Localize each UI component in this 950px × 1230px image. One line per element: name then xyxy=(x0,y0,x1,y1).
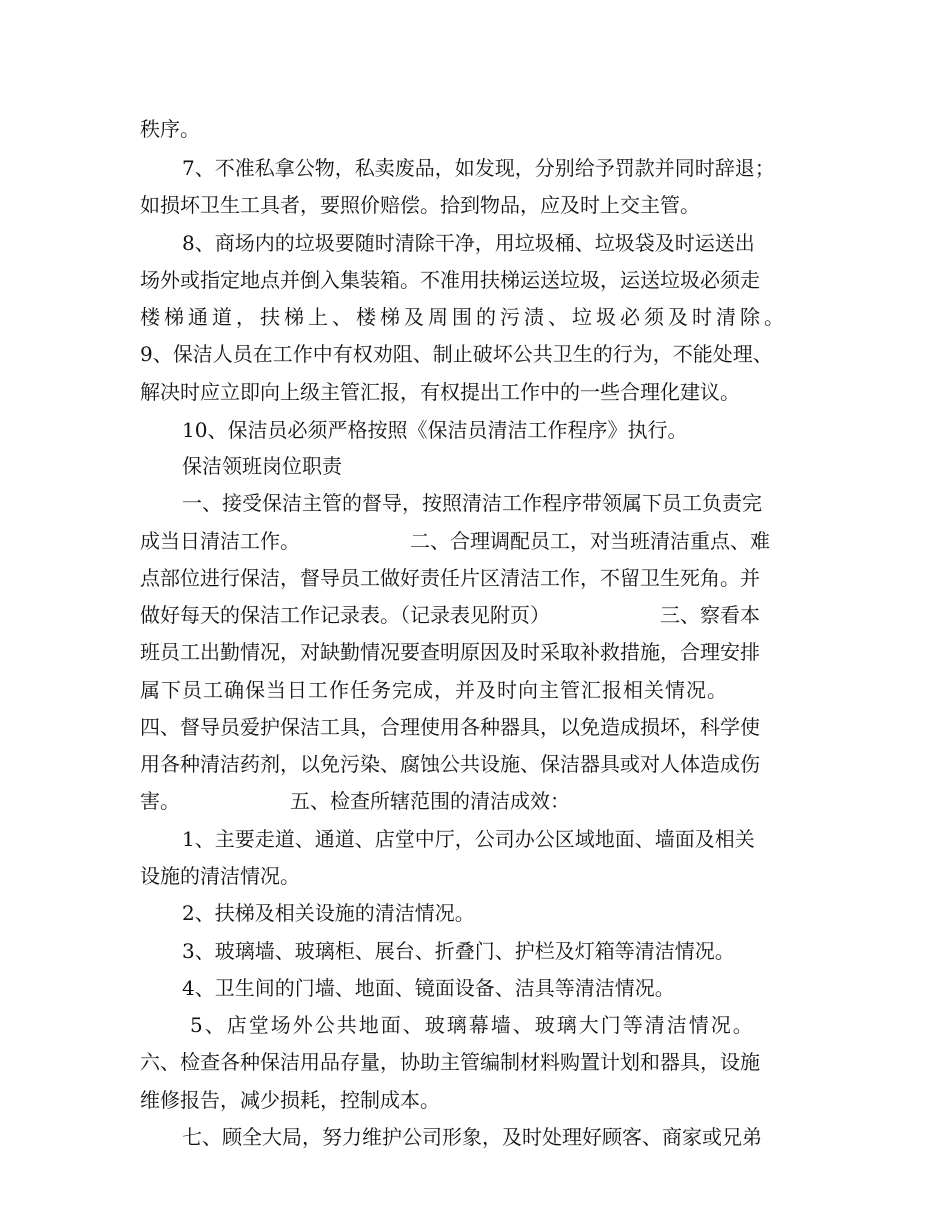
text-line: 做好每天的保洁工作记录表。（记录表见附页） 三、察看本 xyxy=(140,603,760,627)
section-heading: 保洁领班岗位职责 xyxy=(182,454,342,478)
text-line: 7、不准私拿公物，私卖废品，如发现，分别给予罚款并同时辞退； xyxy=(182,156,775,180)
text-line: 维修报告，减少损耗，控制成本。 xyxy=(140,1088,440,1112)
text-line: 用各种清洁药剂，以免污染、腐蚀公共设施、保洁器具或对人体造成伤 xyxy=(140,752,760,776)
text-line: 属下员工确保当日工作任务完成，并及时向主管汇报相关情况。 xyxy=(140,678,728,702)
text-line: 解决时应立即向上级主管汇报，有权提出工作中的一些合理化建议。 xyxy=(140,380,740,404)
text-line: 一、接受保洁主管的督导，按照清洁工作程序带领属下员工负责完 xyxy=(182,491,762,515)
text-line: 10、保洁员必须严格按照《保洁员清洁工作程序》执行。 xyxy=(182,418,688,442)
text-line: 秩序。 xyxy=(140,117,200,141)
text-line: 4、卫生间的门墙、地面、镜面设备、洁具等清洁情况。 xyxy=(182,976,675,1000)
text-line: 5、店堂场外公共地面、玻璃幕墙、玻璃大门等清洁情况。 xyxy=(190,1013,755,1037)
text-line: 点部位进行保洁，督导员工做好责任片区清洁工作，不留卫生死角。并 xyxy=(140,566,760,590)
text-line: 9、保洁人员在工作中有权劝阻、制止破坏公共卫生的行为，不能处理、 xyxy=(140,342,773,366)
text-line: 害。 五、检查所辖范围的清洁成效： xyxy=(140,789,570,813)
text-line: 七、顾全大局，努力维护公司形象，及时处理好顾客、商家或兄弟 xyxy=(182,1125,762,1149)
text-line: 成当日清洁工作。 二、合理调配员工，对当班清洁重点、难 xyxy=(140,529,770,553)
text-line: 3、玻璃墙、玻璃柜、展台、折叠门、护栏及灯箱等清洁情况。 xyxy=(182,939,735,963)
text-line: 四、督导员爱护保洁工具，合理使用各种器具，以免造成损坏，科学使 xyxy=(140,715,760,739)
text-line: 8、商场内的垃圾要随时清除干净，用垃圾桶、垃圾袋及时运送出 xyxy=(182,231,755,255)
text-line: 楼梯通道，扶梯上、楼梯及周围的污渍、垃圾必须及时清除。 xyxy=(140,305,788,329)
text-line: 班员工出勤情况，对缺勤情况要查明原因及时采取补救措施，合理安排 xyxy=(140,640,760,664)
text-line: 如损坏卫生工具者，要照价赔偿。拾到物品，应及时上交主管。 xyxy=(140,193,700,217)
text-line: 六、检查各种保洁用品存量，协助主管编制材料购置计划和器具，设施 xyxy=(140,1050,760,1074)
text-line: 1、主要走道、通道、店堂中厅，公司办公区域地面、墙面及相关 xyxy=(182,827,755,851)
text-line: 场外或指定地点并倒入集装箱。不准用扶梯运送垃圾，运送垃圾必须走 xyxy=(140,268,760,292)
text-line: 2、扶梯及相关设施的清洁情况。 xyxy=(182,901,475,925)
text-line: 设施的清洁情况。 xyxy=(140,864,300,888)
